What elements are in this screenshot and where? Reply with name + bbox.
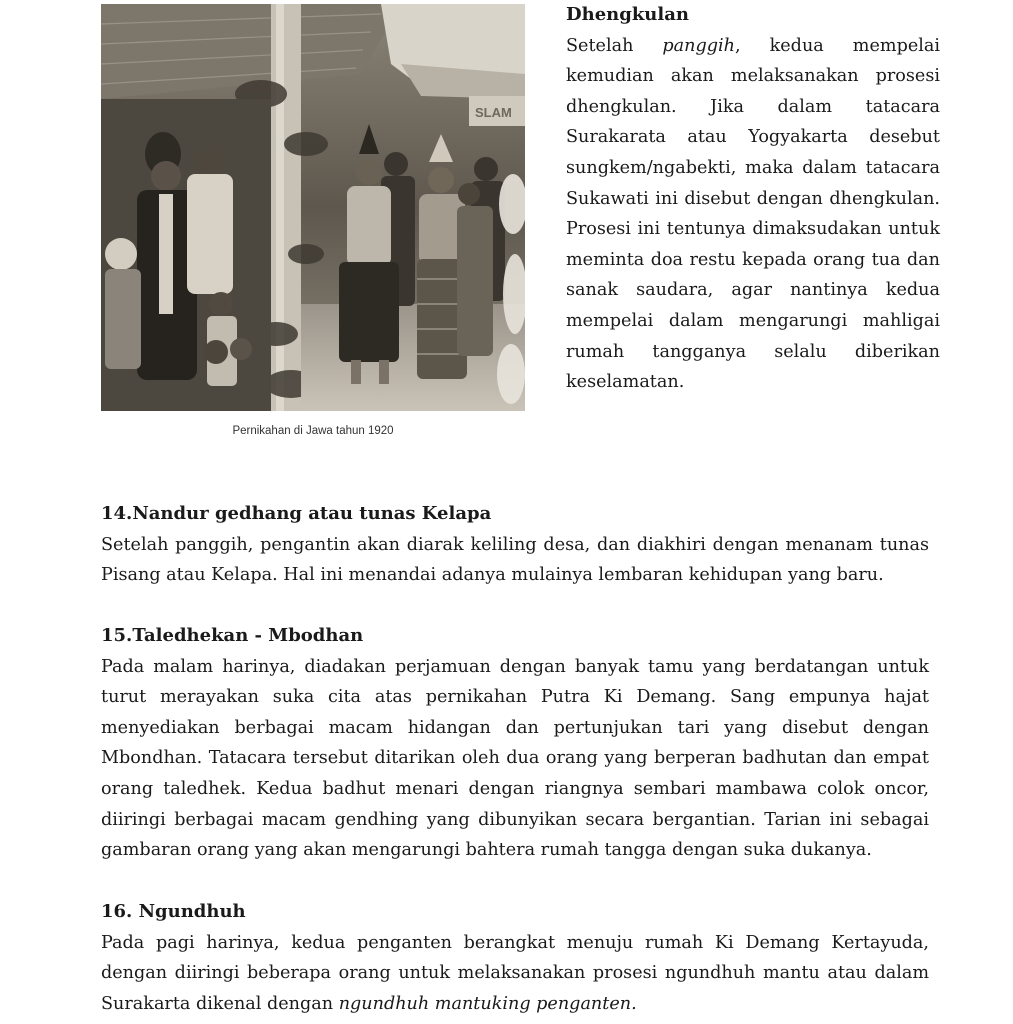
section-16-text (101, 928, 929, 1020)
section-15 (101, 621, 929, 866)
section-15-text: Pada malam harinya, diadakan perjamuan dengan banyak tamu yang berdatangan untuk turut merayakan suka cita atas pernikahan Putra Ki Demang. Sang empunya hajat menyediakan berbagai macam hidangan dan pertunjukan tari yang disebut dengan Mbondhan. Tatacara tersebut ditarikan oleh dua orang yang berperan badhutan dan empat orang taledhek. Kedua badhut menari dengan riangnya sembari mambawa colok oncor, diiringi berbagai macam gendhing yang dibunyikan secara bergantian. Tarian ini sebagai gambaran orang yang akan mengarungi bahtera rumah tangga dengan suka dukanya. (101, 656, 929, 861)
photo-sign-text: SLAM (475, 105, 512, 120)
section-14 (101, 499, 929, 591)
section-16 (101, 897, 929, 1019)
section-15-heading: 15.Taledhekan - Mbodhan (101, 625, 364, 646)
section-16-text-pre: Pada pagi harinya, kedua penganten berangkat menuju rumah Ki Demang Kertayuda, dengan diiringi beberapa orang untuk melaksanakan prosesi ngundhuh mantu atau dalam Surakarta dikenal dengan (101, 932, 929, 1014)
dhengkulan-text-emphasis: panggih (662, 35, 735, 56)
wedding-photo-illustration (101, 4, 525, 411)
section-14-text: Setelah panggih, pengantin akan diarak keliling desa, dan diakhiri dengan menanam tunas Pisang atau Kelapa. Hal ini menandai adanya mulainya lembaran kehidupan yang baru. (101, 534, 929, 586)
dhengkulan-paragraph (566, 31, 940, 398)
dhengkulan-text-pre: Setelah (566, 35, 663, 56)
dhengkulan-text-post: , kedua mempelai kemudian akan melaksanakan prosesi dhengkulan. Jika dalam tatacara Surakarata atau Yogyakarta desebut sungkem/ngabekti, maka dalam tatacara Sukawati ini disebut dengan dhengkulan. Prosesi ini tentunya dimaksudakan untuk meminta doa restu kepada orang tua dan sanak saudara, agar nantinya kedua mempelai dalam mengarungi mahligai rumah tangganya selalu diberikan keselamatan. (566, 35, 940, 393)
wedding-photo (101, 4, 525, 411)
dhengkulan-heading: Dhengkulan (566, 4, 689, 25)
section-16-text-emphasis: ngundhuh mantuking penganten. (338, 993, 637, 1014)
photo-caption: Pernikahan di Jawa tahun 1920 (232, 425, 394, 437)
dhengkulan-section (566, 0, 940, 398)
section-14-heading: 14.Nandur gedhang atau tunas Kelapa (101, 503, 492, 524)
section-16-heading: 16. Ngundhuh (101, 901, 246, 922)
